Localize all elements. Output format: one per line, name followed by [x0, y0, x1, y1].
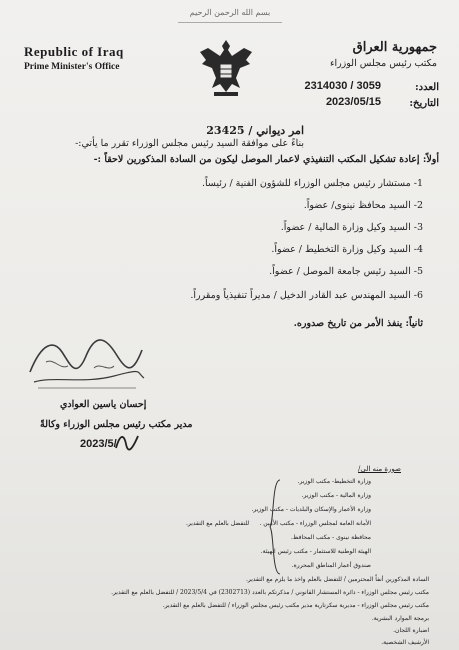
- copy-recipient: الأرشيف الشخصية.: [381, 639, 429, 646]
- member-item: 4- السيد وكيل وزارة التخطيط / عضواً.: [271, 244, 423, 255]
- number-value: 2314030 / 3059: [304, 80, 381, 92]
- signature-date: 2023/5/: [80, 438, 117, 450]
- handwritten-day-icon: [114, 430, 142, 452]
- member-item: 1- مستشار رئيس مجلس الوزراء للشؤون الفنية / رئيساً.: [201, 178, 423, 189]
- signer-title: مدير مكتب رئيس مجلس الوزراء وكالةً: [40, 419, 193, 430]
- copy-recipient: برمجة الموارد البشرية.: [371, 615, 429, 622]
- bracket-note: للتفضل بالعلم مع التقدير.: [186, 520, 250, 527]
- copy-recipient: مكتب رئيس مجلس الوزراء - دائرة المستشار القانوني / مذكرتكم بالعدد (2302713) في 2023/5/4 / للتفضل بالعلم مع التقدير.: [111, 589, 429, 596]
- copies-heading: صورة منه الى/: [358, 465, 401, 473]
- basmala-underline: [178, 22, 282, 23]
- english-subtitle: Prime Minister's Office: [24, 62, 120, 72]
- date-value: 2023/05/15: [325, 96, 381, 108]
- intro-line: بناءً على موافقة السيد رئيس مجلس الوزراء تقرر ما يأتي:-: [75, 138, 304, 149]
- signer-name: إحسان ياسين العوادي: [60, 399, 147, 410]
- second-clause: ثانياً: ينفذ الأمر من تاريخ صدوره.: [293, 318, 423, 329]
- order-number: امر ديواني / 23425: [206, 124, 304, 137]
- first-clause-heading: أولاً: إعادة تشكيل المكتب التنفيذي لاعمار الموصل ليكون من السادة المذكورين لاحقاً :-: [93, 154, 439, 165]
- copy-recipient: محافظة نينوى - مكتب المحافظ.: [290, 534, 371, 541]
- english-title: Republic of Iraq: [24, 44, 124, 59]
- basmala-header: بسم الله الرحمن الرحيم: [189, 8, 271, 17]
- copy-recipient: الهيئة الوطنية للاستثمار - مكتب رئيس الهيئة.: [260, 548, 371, 555]
- copy-recipient: صندوق أعمار المناطق المحررة.: [291, 562, 371, 569]
- iraq-eagle-emblem-icon: [196, 34, 256, 98]
- copy-recipient: وزارة الأعمار والإسكان والبلديات - مكتب الوزير.: [251, 506, 371, 513]
- grouping-bracket-icon: [268, 478, 282, 576]
- copy-recipient: السادة المذكورين أنفاً المحترمين / للتفضل بالعلم واخذ ما يلزم مع التقدير.: [246, 576, 429, 583]
- number-label: العدد:: [414, 82, 439, 93]
- member-item: 6- السيد المهندس عبد القادر الدخيل / مديراً تنفيذياً ومقرراً.: [190, 290, 423, 301]
- member-item: 3- السيد وكيل وزارة المالية / عضواً.: [280, 222, 423, 233]
- copy-recipient: اضبارة اللجان.: [393, 627, 429, 634]
- copy-recipient: الأمانة العامة لمجلس الوزراء - مكتب الأمين .: [259, 520, 371, 527]
- date-label: التاريخ:: [409, 98, 439, 109]
- member-item: 2- السيد محافظ نينوى/ عضواً.: [303, 200, 423, 211]
- copy-recipient: مكتب رئيس مجلس الوزراء - مديرية سكرتارية مدير مكتب رئيس مجلس الوزراء / للتفضل بالعلم مع التقدير.: [162, 602, 429, 609]
- signature-stamp: [24, 332, 148, 394]
- copy-recipient: وزارة التخطيط- مكتب الوزير.: [297, 478, 371, 485]
- member-item: 5- السيد رئيس جامعة الموصل / عضواً.: [269, 266, 423, 277]
- arabic-title: جمهورية العراق: [352, 40, 437, 55]
- copy-recipient: وزارة المالية - مكتب الوزير.: [301, 492, 371, 499]
- arabic-subtitle: مكتب رئيس مجلس الوزراء: [329, 58, 437, 69]
